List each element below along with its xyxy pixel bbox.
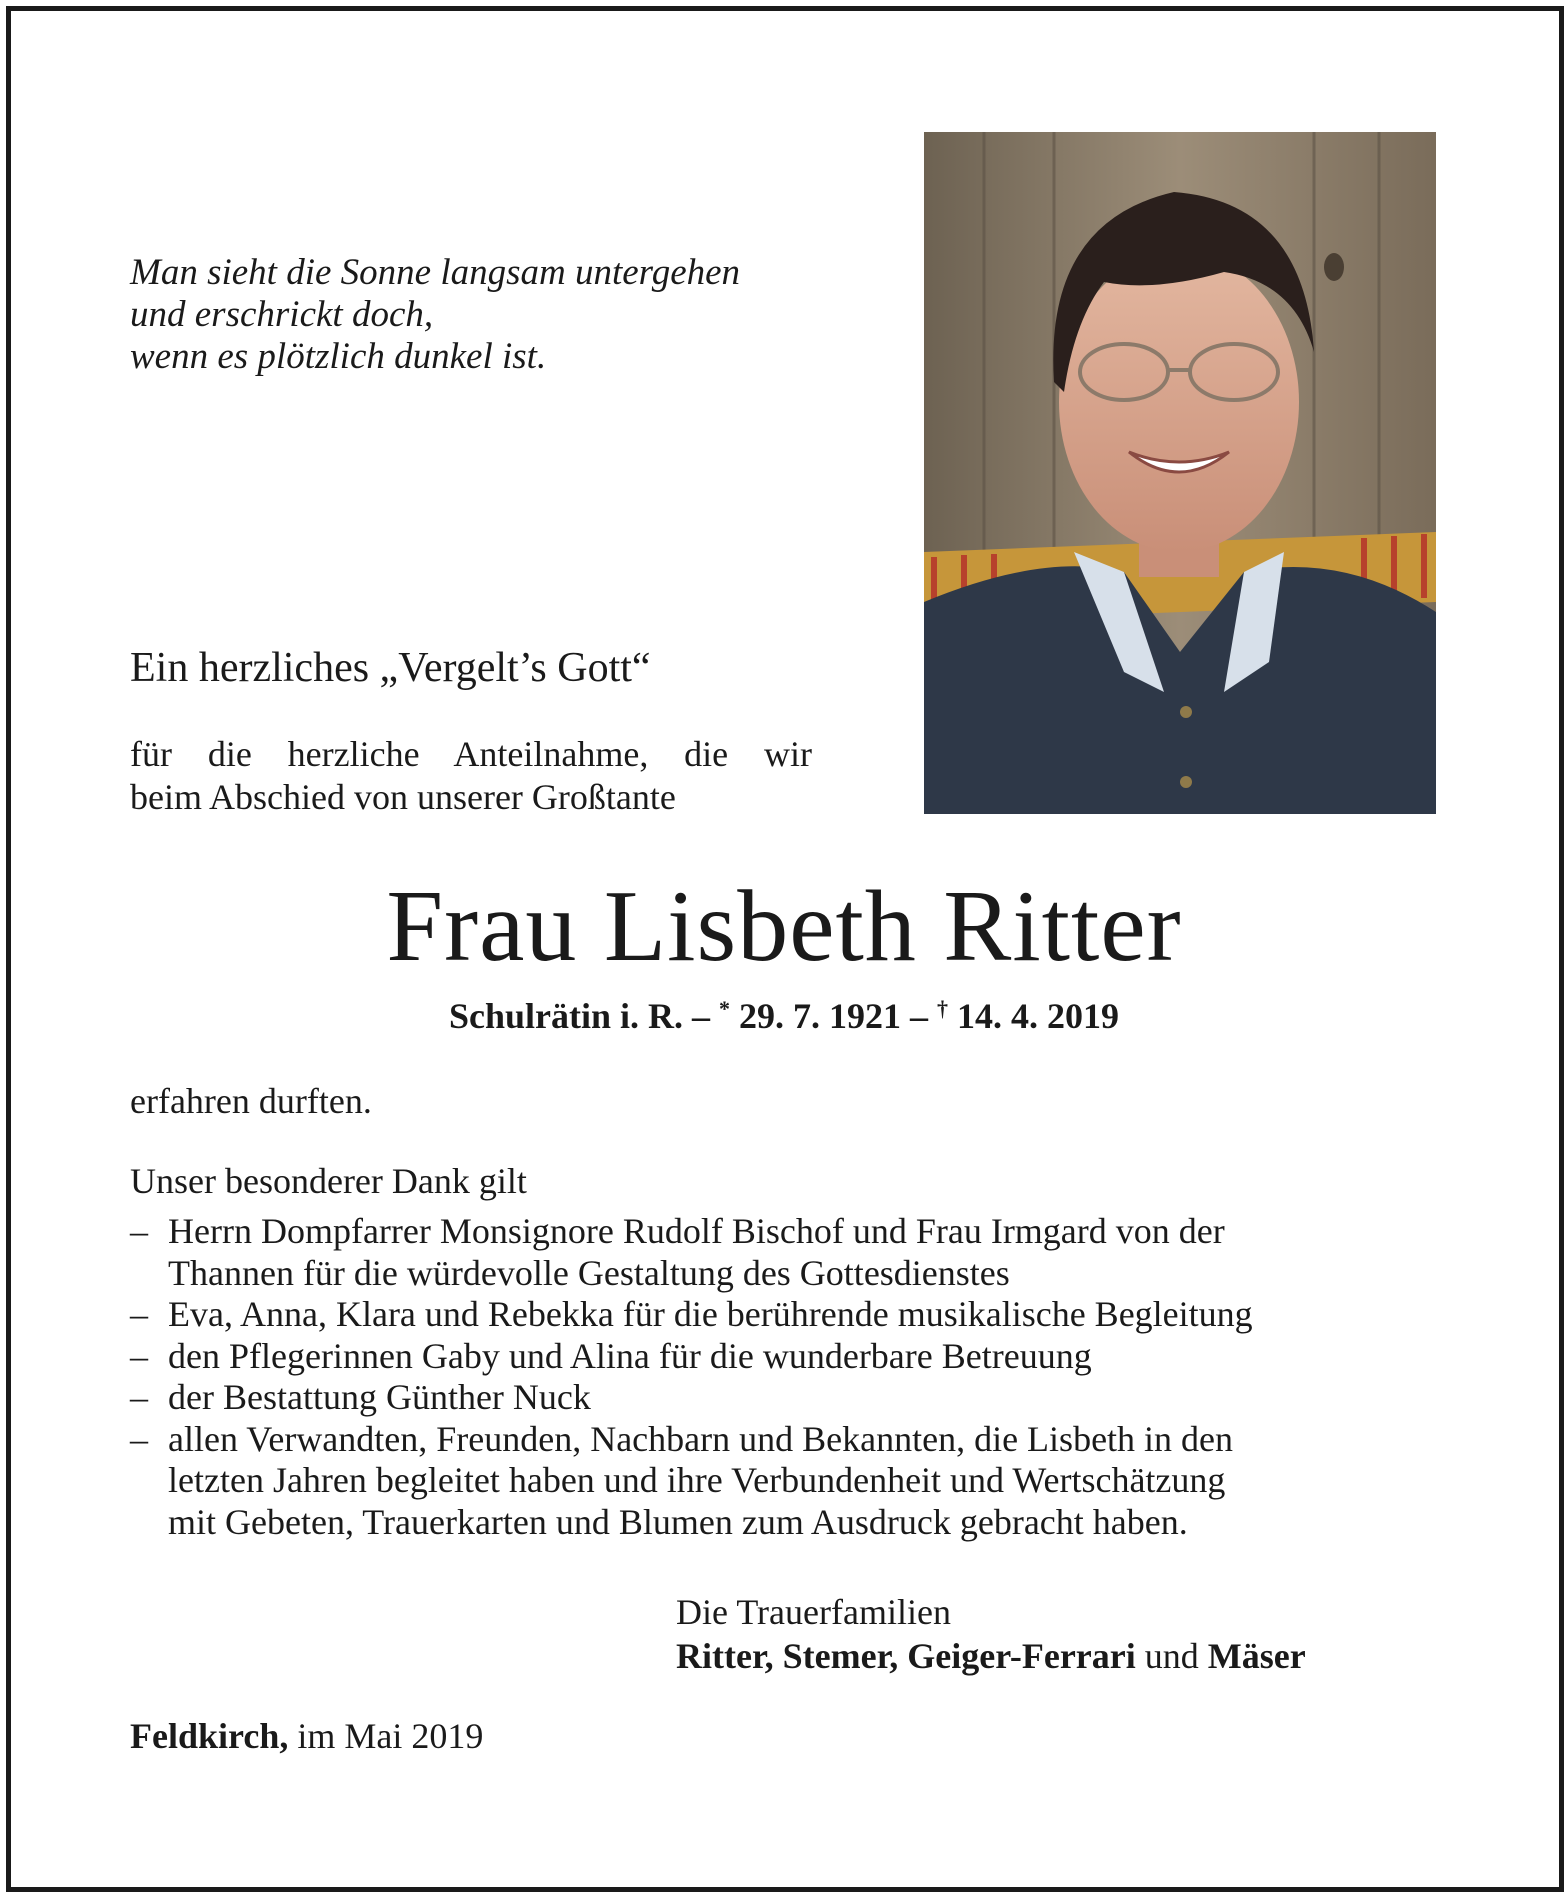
signature-block: [676, 1590, 1306, 1678]
list-item-line: allen Verwandten, Freunden, Nachbarn und Bekannten, die Lisbeth in den: [168, 1418, 1234, 1459]
birth-symbol: *: [719, 996, 731, 1021]
list-dash: –: [130, 1418, 148, 1459]
place-city: Feldkirch,: [130, 1716, 289, 1756]
thanks-list: [130, 1211, 1440, 1543]
list-item: [130, 1377, 1440, 1419]
list-item-line: Eva, Anna, Klara und Rebekka für die berührende musikalische Begleitung: [168, 1294, 1253, 1334]
list-item-line: den Pflegerinnen Gaby und Alina für die wunderbare Betreuung: [168, 1335, 1092, 1376]
place-date: [130, 1715, 483, 1757]
intro-line-2: beim Abschied von unserer Großtante: [130, 777, 676, 817]
list-item-line: Thannen für die würdevolle Gestaltung des Gottesdienstes: [168, 1252, 1010, 1293]
after-text: erfahren durften.: [130, 1081, 372, 1121]
list-item-line: Herrn Dompfarrer Monsignore Rudolf Bischof und Frau Irmgard von der: [168, 1211, 1225, 1251]
thanks-heading: Ein herzliches „Vergelt’s Gott“: [130, 645, 651, 691]
death-symbol: †: [937, 996, 949, 1021]
intro-paragraph: [130, 733, 812, 819]
intro-line-1: für die herzliche Anteilnahme, die wir: [130, 734, 812, 774]
families-last: Mäser: [1207, 1636, 1306, 1676]
death-date: 14. 4. 2019: [948, 996, 1120, 1036]
list-item-line: letzten Jahren begleitet haben und ihre Verbundenheit und Wertschätzung: [168, 1460, 1226, 1500]
motto-quote: [130, 252, 740, 378]
birth-date: 29. 7. 1921 –: [730, 996, 938, 1036]
list-dash: –: [130, 1294, 148, 1334]
signature-families: [676, 1634, 1306, 1678]
list-dash: –: [130, 1377, 148, 1417]
families-names: Ritter, Stemer, Geiger-Ferrari: [676, 1636, 1136, 1676]
list-item: [130, 1211, 1440, 1294]
deceased-dates: [0, 995, 1568, 1037]
list-item-line: der Bestattung Günther Nuck: [168, 1377, 591, 1417]
signature-line-1: Die Trauerfamilien: [676, 1592, 951, 1632]
list-item: [130, 1419, 1440, 1544]
dank-heading: Unser besonderer Dank gilt: [130, 1161, 527, 1201]
list-dash: –: [130, 1211, 148, 1251]
place-date-text: im Mai 2019: [288, 1716, 484, 1756]
list-dash: –: [130, 1335, 148, 1376]
portrait-illustration: [924, 132, 1436, 814]
motto-line-3: wenn es plötzlich dunkel ist.: [130, 336, 547, 377]
portrait-photo-icon: [924, 132, 1436, 814]
title-prefix: Schulrätin i. R. –: [448, 996, 720, 1036]
motto-line-1: Man sieht die Sonne langsam untergehen: [130, 252, 741, 293]
motto-line-2: und erschrickt doch,: [130, 294, 434, 335]
list-item: [130, 1336, 1440, 1378]
list-item: [130, 1294, 1440, 1336]
deceased-name: Frau Lisbeth Ritter: [386, 870, 1182, 983]
families-conjunction: und: [1135, 1636, 1208, 1676]
list-item-line: mit Gebeten, Trauerkarten und Blumen zum Ausdruck gebracht haben.: [168, 1501, 1188, 1542]
